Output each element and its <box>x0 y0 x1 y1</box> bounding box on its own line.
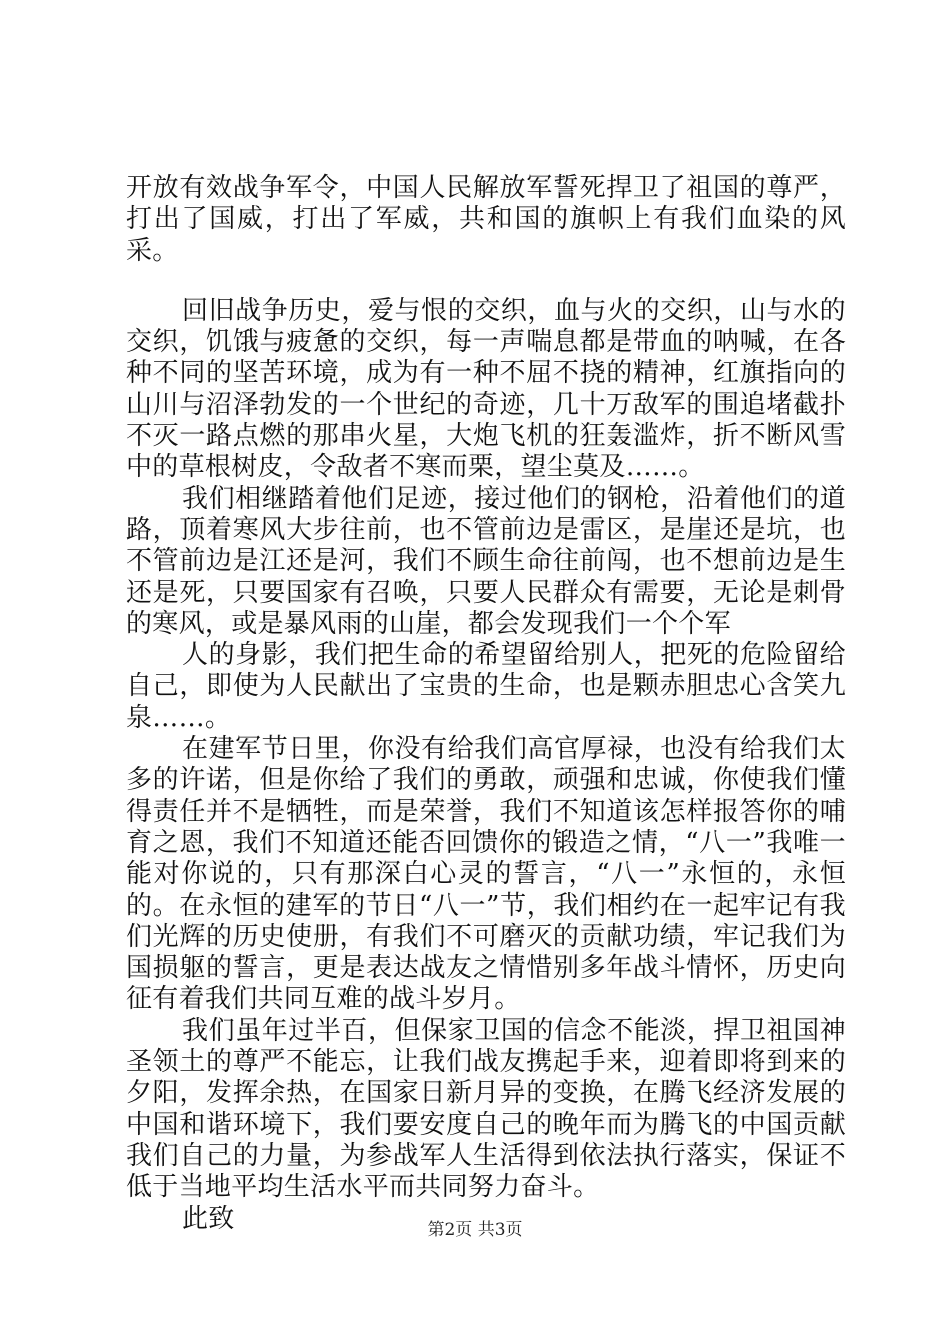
document-body <box>126 173 846 1235</box>
closing-salutation: 此致 <box>182 1203 235 1234</box>
paragraph-6: 我们虽年过半百，但保家卫国的信念不能淡，捍卫祖国神圣领土的尊严不能忘，让我们战友携起手来，迎着即将到来的夕阳，发挥余热，在国家日新月异的变换，在腾飞经济发展的中国和谐环境下，我们要安度自己的晚年而为腾飞的中国贡献我们自己的力量，为参战军人生活得到依法执行落实，保证不低于当地平均生活水平而共同努力奋斗。 <box>126 1015 846 1203</box>
page-number-footer: 第2页 共3页 <box>427 1220 523 1240</box>
paragraph-3: 我们相继踏着他们足迹，接过他们的钢枪，沿着他们的道路，顶着寒风大步往前，也不管前边是雷区，是崖还是坑，也不管前边是江还是河，我们不顾生命往前闯，也不想前边是生还是死，只要国家有召唤，只要人民群众有需要，无论是刺骨的寒风，或是暴风雨的山崖，都会发现我们一个个军 <box>126 483 846 639</box>
paragraph-1: 开放有效战争军令，中国人民解放军誓死捍卫了祖国的尊严，打出了国威，打出了军威，共和国的旗帜上有我们血染的风采。 <box>126 173 846 266</box>
paragraph-2: 回旧战争历史，爱与恨的交织，血与火的交织，山与水的交织，饥饿与疲惫的交织，每一声喘息都是带血的呐喊，在各种不同的坚苦环境，成为有一种不屈不挠的精神，红旗指向的山川与沼泽勃发的一个世纪的奇迹，几十万敌军的围追堵截扑不灭一路点燃的那串火星，大炮飞机的狂轰滥炸，折不断风雪中的草根树皮，令敌者不寒而栗，望尘莫及……。 <box>126 295 846 483</box>
paragraph-4: 人的身影，我们把生命的希望留给别人，把死的危险留给自己，即使为人民献出了宝贵的生命，也是颗赤胆忠心含笑九泉……。 <box>126 640 846 733</box>
paragraph-5: 在建军节日里，你没有给我们高官厚禄，也没有给我们太多的许诺，但是你给了我们的勇敢，顽强和忠诚，你使我们懂得责任并不是牺牲，而是荣誉，我们不知道该怎样报答你的哺育之恩，我们不知道还能否回馈你的锻造之情，“八一”我唯一能对你说的，只有那深白心灵的誓言，“八一”永恒的，永恒的。在永恒的建军的节日“八一”节，我们相约在一起牢记有我们光辉的历史使册，有我们不可磨灭的贡献功绩，牢记我们为国损躯的誓言，更是表达战友之情惜别多年战斗情怀，历史向征有着我们共同互难的战斗岁月。 <box>126 734 846 1015</box>
